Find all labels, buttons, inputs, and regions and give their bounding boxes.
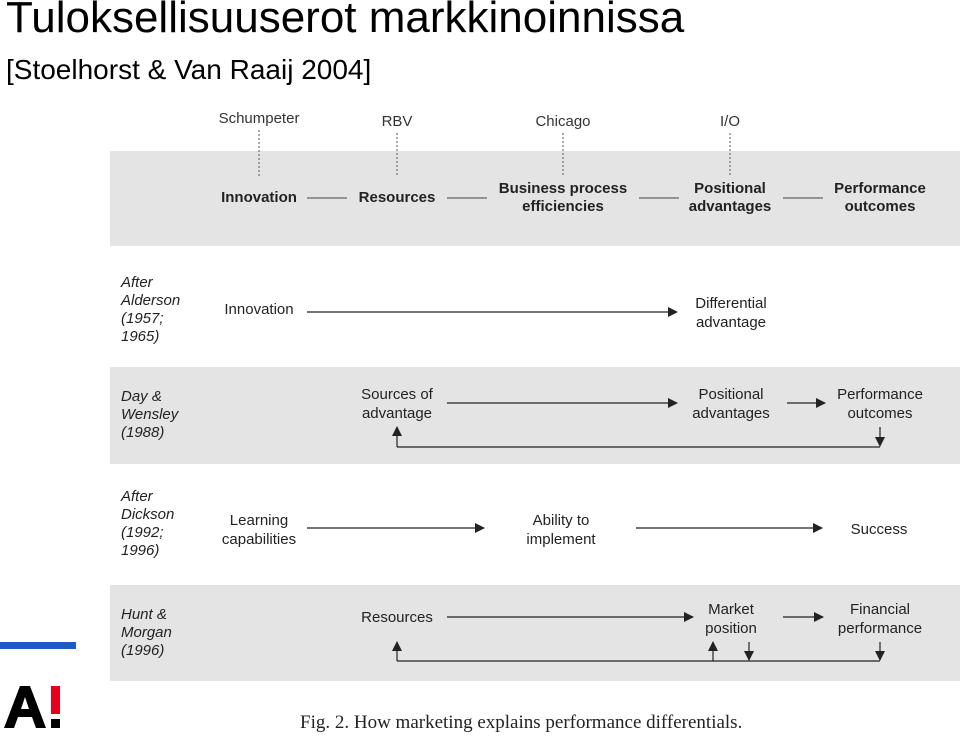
hunt-source-line1: Hunt & [121,606,167,623]
theory-label-rbv: RBV [381,113,413,130]
top-positional-line2: advantages [688,198,772,215]
hunt-source [121,606,172,660]
day-source-line1: Day & [121,388,162,405]
alderson-differential-line1: Differential [695,295,767,312]
day-po-line2: outcomes [847,405,913,422]
dickson-source-line1: After [121,488,153,505]
dickson-source-line4: 1996) [121,542,160,559]
day-positional [692,385,770,423]
top-bpe-line2: efficiencies [522,198,604,215]
dickson-ability-line1: Ability to [532,512,590,529]
hunt-source-line3: (1996) [121,642,165,659]
hunt-fp-line1: Financial [849,601,911,618]
alderson-source [121,274,180,346]
top-bpe-line1: Business process [498,180,628,197]
hunt-mp-line1: Market [708,601,754,618]
alderson-differential [695,294,766,332]
theory-label-io: I/O [719,113,741,130]
top-positional-line1: Positional [694,180,766,197]
alderson-differential-line2: advantage [695,314,767,331]
alderson-innovation: Innovation [224,301,294,318]
top-resources: Resources [358,189,436,206]
day-performance [837,385,923,423]
hunt-resources: Resources [361,609,433,626]
day-source [121,388,178,442]
figure-caption: Fig. 2. How marketing explains performance differentials. [300,712,743,733]
aalto-logo-icon [2,682,66,730]
day-pa-line2: advantages [692,405,770,422]
slide-title: Tuloksellisuuserot markkinoinnissa [6,0,685,42]
alderson-source-line1: After [121,274,153,291]
dickson-ability-line2: implement [526,531,596,548]
dickson-success: Success [850,521,908,538]
alderson-source-line4: 1965) [121,328,160,345]
dickson-source-line2: Dickson [121,506,175,523]
top-performance-line2: outcomes [844,198,916,215]
dickson-learning-line1: Learning [229,512,289,529]
dickson-learning [222,511,296,549]
day-pa-line1: Positional [698,386,764,403]
dickson-learning-line2: capabilities [221,531,297,548]
top-performance-line1: Performance [834,180,926,197]
alderson-source-line3: (1957; [121,310,164,327]
hunt-fp-line2: performance [837,620,923,637]
dickson-source-line3: (1992; [121,524,164,541]
day-soa-line1: Sources of [361,386,433,403]
day-soa-line2: advantage [361,405,433,422]
hunt-source-line2: Morgan [121,624,172,641]
dickson-ability [526,511,595,549]
theory-label-chicago: Chicago [535,113,591,130]
day-source-line2: Wensley [121,406,179,423]
top-bpe [499,180,627,216]
hunt-market-position [705,600,757,638]
top-performance [834,180,926,216]
slide-subtitle: [Stoelhorst & Van Raaij 2004] [6,54,372,85]
day-po-line1: Performance [837,386,923,403]
top-positional [689,180,772,216]
alderson-source-line2: Alderson [121,292,181,309]
top-innovation: Innovation [221,189,297,206]
hunt-financial-performance [838,600,922,638]
theory-label-schumpeter: Schumpeter [218,110,300,127]
hunt-mp-line2: position [705,620,757,637]
day-sources-of-advantage [361,385,433,423]
day-source-line3: (1988) [121,424,165,441]
accent-bar [0,642,76,649]
dickson-source [121,488,174,560]
